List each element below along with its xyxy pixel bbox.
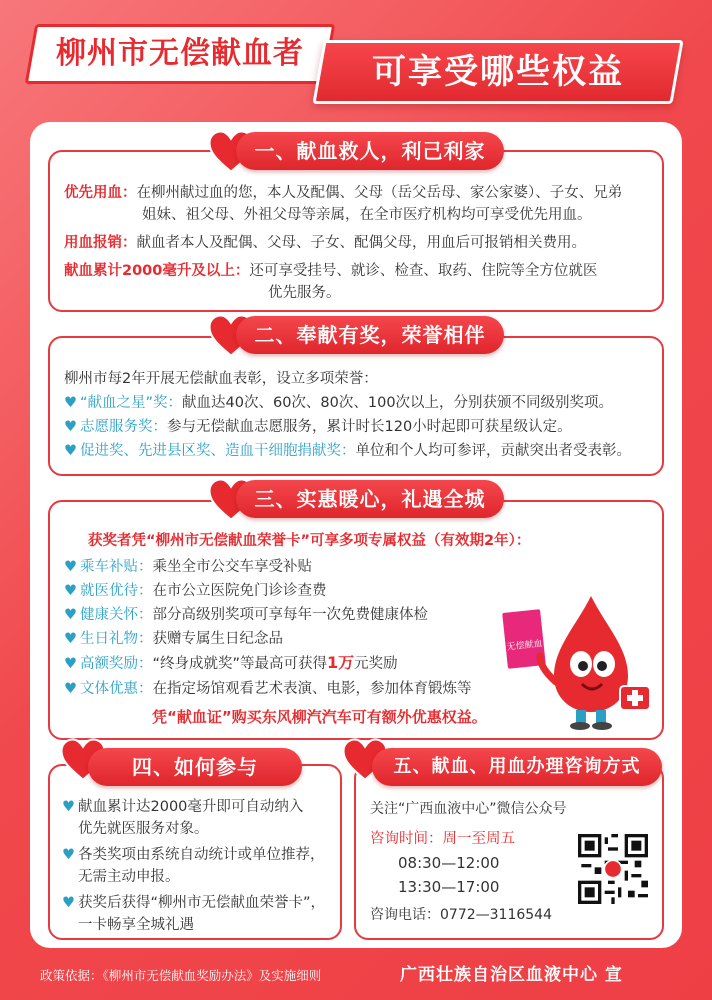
- heart-bullet-icon: ♥: [64, 419, 77, 435]
- title-banner-left: [25, 24, 336, 84]
- policy-basis: 政策依据：《柳州市无偿献血奖励办法》及实施细则: [40, 968, 322, 983]
- heart-bullet-icon: ♥: [64, 681, 77, 697]
- perk-item: ♥ 健康关怀：部分高级别奖项可享每年一次免费健康体检: [64, 604, 428, 626]
- section4-title: 四、如何参与: [88, 748, 302, 786]
- participate-item-cont: 优先就医服务对象。: [78, 821, 209, 837]
- honor-label: “献血之星”奖：: [80, 395, 183, 411]
- heart-bullet-icon: ♥: [64, 656, 77, 672]
- honor-label: 促进奖、先进县区奖、造血干细胞捐献奖：: [80, 443, 356, 459]
- reimburse-label: 用血报销：: [64, 235, 137, 251]
- section1-line2: 姐妹、祖父母、外祖父母等亲属，在全市医疗机构均可享受优先用血。: [142, 207, 592, 223]
- blood-drop-mascot: [496, 586, 662, 732]
- section2-item: [64, 416, 572, 438]
- heart-bullet-icon: ♥: [62, 895, 75, 911]
- phone-text: 咨询电话：0772—3116544: [370, 907, 552, 923]
- section-benefits-blood-use: [48, 150, 664, 312]
- reimburse-text: 献血者本人及配偶、父母、子女、配偶父母，用血后可报销相关费用。: [136, 235, 586, 251]
- title-right-text: 可享受哪些权益: [372, 52, 624, 92]
- section5-title: 五、献血、用血办理咨询方式: [372, 748, 662, 786]
- section3-title: 三、实惠暖心，礼遇全城: [236, 480, 504, 518]
- honor-card-text: 无偿献血: [506, 639, 544, 653]
- honor-text: 献血达40次、60次、80次、100次以上，分别获颁不同级别奖项。: [182, 395, 614, 411]
- section2-item: [64, 392, 613, 414]
- heart-bullet-icon: ♥: [64, 559, 77, 575]
- section2-item: [64, 440, 631, 462]
- accumulated-label: 献血累计2000毫升及以上：: [64, 263, 250, 279]
- heart-bullet-icon: ♥: [64, 607, 77, 623]
- heart-bullet-icon: ♥: [62, 847, 75, 863]
- section1-line4: [64, 260, 597, 282]
- priority-blood-label: 优先用血：: [64, 185, 137, 201]
- honor-text: 单位和个人均可参评，贡献突出者受表彰。: [355, 443, 631, 459]
- honor-label: 志愿服务奖：: [80, 419, 167, 435]
- participate-item: ♥ 各类奖项由系统自动统计或单位推荐，: [62, 844, 325, 866]
- hours-afternoon: 13:30—17:00: [398, 878, 500, 896]
- priority-blood-text: 在柳州献过血的您，本人及配偶、父母（岳父岳母、家公家婆）、子女、兄弟: [136, 185, 623, 201]
- perk-item: ♥ 文体优惠：在指定场馆观看艺术表演、电影，参加体育锻炼等: [64, 678, 472, 700]
- participate-item-cont: 无需主动申报。: [78, 869, 180, 885]
- hours-morning: 08:30—12:00: [398, 854, 500, 872]
- section1-line1: [64, 182, 622, 204]
- honor-text: 参与无偿献血志愿服务，累计时长120小时起即可获星级认定。: [167, 419, 572, 435]
- participate-item: ♥ 献血累计达2000毫升即可自动纳入: [62, 796, 303, 818]
- section2-intro: 柳州市每2年开展无偿献血表彰，设立多项荣誉：: [64, 371, 378, 387]
- title-banner-right: [312, 40, 683, 104]
- section1-line5: 优先服务。: [268, 285, 341, 301]
- publisher: 广西壮族自治区血液中心 宣: [400, 965, 623, 985]
- heart-bullet-icon: ♥: [64, 443, 77, 459]
- perk-item: ♥ 高额奖励：“终身成就奖”等最高可获得1万元奖励: [64, 652, 398, 675]
- title-left-text: 柳州市无偿献血者: [56, 36, 304, 71]
- wechat-text: 关注“广西血液中心”微信公众号: [370, 801, 567, 817]
- perk-item: ♥ 乘车补贴：乘坐全市公交车享受补贴: [64, 556, 312, 578]
- qr-code[interactable]: [578, 834, 648, 904]
- heart-bullet-icon: ♥: [62, 799, 75, 815]
- participate-item: ♥ 获奖后获得“柳州市无偿献血荣誉卡”，: [62, 892, 325, 914]
- section3-note: 凭“献血证”购买东风柳汽汽车可有额外优惠权益。: [152, 708, 487, 726]
- section3-intro: 获奖者凭“柳州市无偿献血荣誉卡”可享多项专属权益（有效期2年）：: [88, 533, 531, 549]
- section1-title: 一、献血救人，利己利家: [236, 132, 504, 170]
- participate-item-cont: 一卡畅享全城礼遇: [78, 917, 194, 933]
- accumulated-text: 还可享受挂号、就诊、检查、取药、住院等全方位就医: [249, 263, 598, 279]
- section2-title: 二、奉献有奖，荣誉相伴: [236, 316, 504, 354]
- perk-item: ♥ 生日礼物：获赠专属生日纪念品: [64, 628, 283, 650]
- perk-item: ♥ 就医优待：在市公立医院免门诊诊查费: [64, 580, 327, 602]
- hours-label: 咨询时间：周一至周五: [370, 831, 515, 847]
- heart-bullet-icon: ♥: [64, 631, 77, 647]
- section1-line3: [64, 232, 586, 254]
- heart-bullet-icon: ♥: [64, 395, 77, 411]
- heart-bullet-icon: ♥: [64, 583, 77, 599]
